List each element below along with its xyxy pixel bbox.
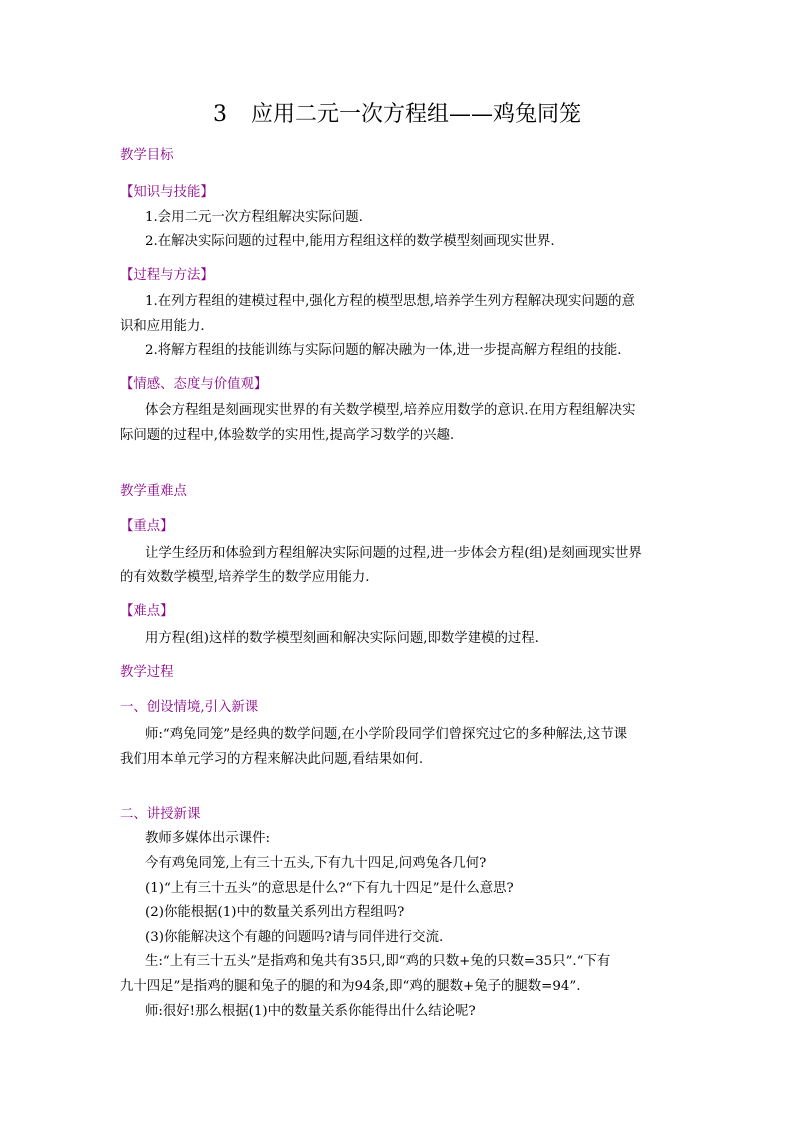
emotion-line-2: 际问题的过程中,体验数学的实用性,提高学习数学的兴趣. [120, 428, 455, 443]
part-2-line-8: 师:很好!那么根据(1)中的数量关系你能得出什么结论呢? [145, 1004, 476, 1019]
part-2-line-6: 生:“上有三十五头”是指鸡和兔共有35只,即“鸡的只数+兔的只数=35只”.“下有 [145, 954, 611, 969]
section-heading-process: 教学过程 [120, 665, 174, 680]
key-line-2: 的有效数学模型,培养学生的数学应用能力. [120, 570, 370, 585]
knowledge-item-2: 2.在解决实际问题的过程中,能用方程组这样的数学模型刻画现实世界. [145, 234, 555, 249]
part-2-line-2: 今有鸡兔同笼,上有三十五头,下有九十四足,问鸡兔各几何? [145, 856, 487, 871]
part-2-line-5: (3)你能解决这个有趣的问题吗?请与同伴进行交流. [145, 930, 444, 945]
title-text: 应用二元一次方程组——鸡兔同笼 [250, 102, 581, 127]
part-2-line-4: (2)你能根据(1)中的数量关系列出方程组吗? [145, 905, 405, 920]
subheading-process-method: 【过程与方法】 [120, 268, 214, 283]
page-title [0, 100, 794, 130]
section-heading-key-points: 教学重难点 [120, 484, 187, 499]
part-2-line-3: (1)“上有三十五头”的意思是什么?“下有九十四足”是什么意思? [145, 881, 514, 896]
part-1-line-1: 师:“鸡兔同笼”是经典的数学问题,在小学阶段同学们曾探究过它的多种解法,这节课 [145, 727, 627, 742]
part-1-heading: 一、创设情境,引入新课 [120, 700, 259, 715]
process-item-1-line-2: 识和应用能力. [120, 319, 205, 334]
title-number: 3 [212, 102, 227, 127]
subheading-difficult: 【难点】 [120, 604, 174, 619]
process-item-2: 2.将解方程组的技能训练与实际问题的解决融为一体,进一步提高解方程组的技能. [145, 343, 622, 358]
process-item-1-line-1: 1.在列方程组的建模过程中,强化方程的模型思想,培养学生列方程解决现实问题的意 [145, 294, 635, 309]
knowledge-item-1: 1.会用二元一次方程组解决实际问题. [145, 210, 363, 225]
subheading-emotion: 【情感、态度与价值观】 [120, 377, 268, 392]
emotion-line-1: 体会方程组是刻画现实世界的有关数学模型,培养应用数学的意识.在用方程组解决实 [145, 403, 636, 418]
subheading-knowledge: 【知识与技能】 [120, 185, 214, 200]
part-2-heading: 二、讲授新课 [120, 807, 201, 822]
key-line-1: 让学生经历和体验到方程组解决实际问题的过程,进一步体会方程(组)是刻画现实世界 [145, 546, 642, 561]
part-1-line-2: 我们用本单元学习的方程来解决此问题,看结果如何. [120, 752, 424, 767]
part-2-line-7: 九十四足”是指鸡的腿和兔子的腿的和为94条,即“鸡的腿数+兔子的腿数=94”. [120, 979, 581, 994]
subheading-key: 【重点】 [120, 519, 174, 534]
section-heading-objectives: 教学目标 [120, 148, 174, 163]
part-2-line-1: 教师多媒体出示课件: [145, 831, 271, 846]
difficult-line-1: 用方程(组)这样的数学模型刻画和解决实际问题,即数学建模的过程. [145, 631, 539, 646]
